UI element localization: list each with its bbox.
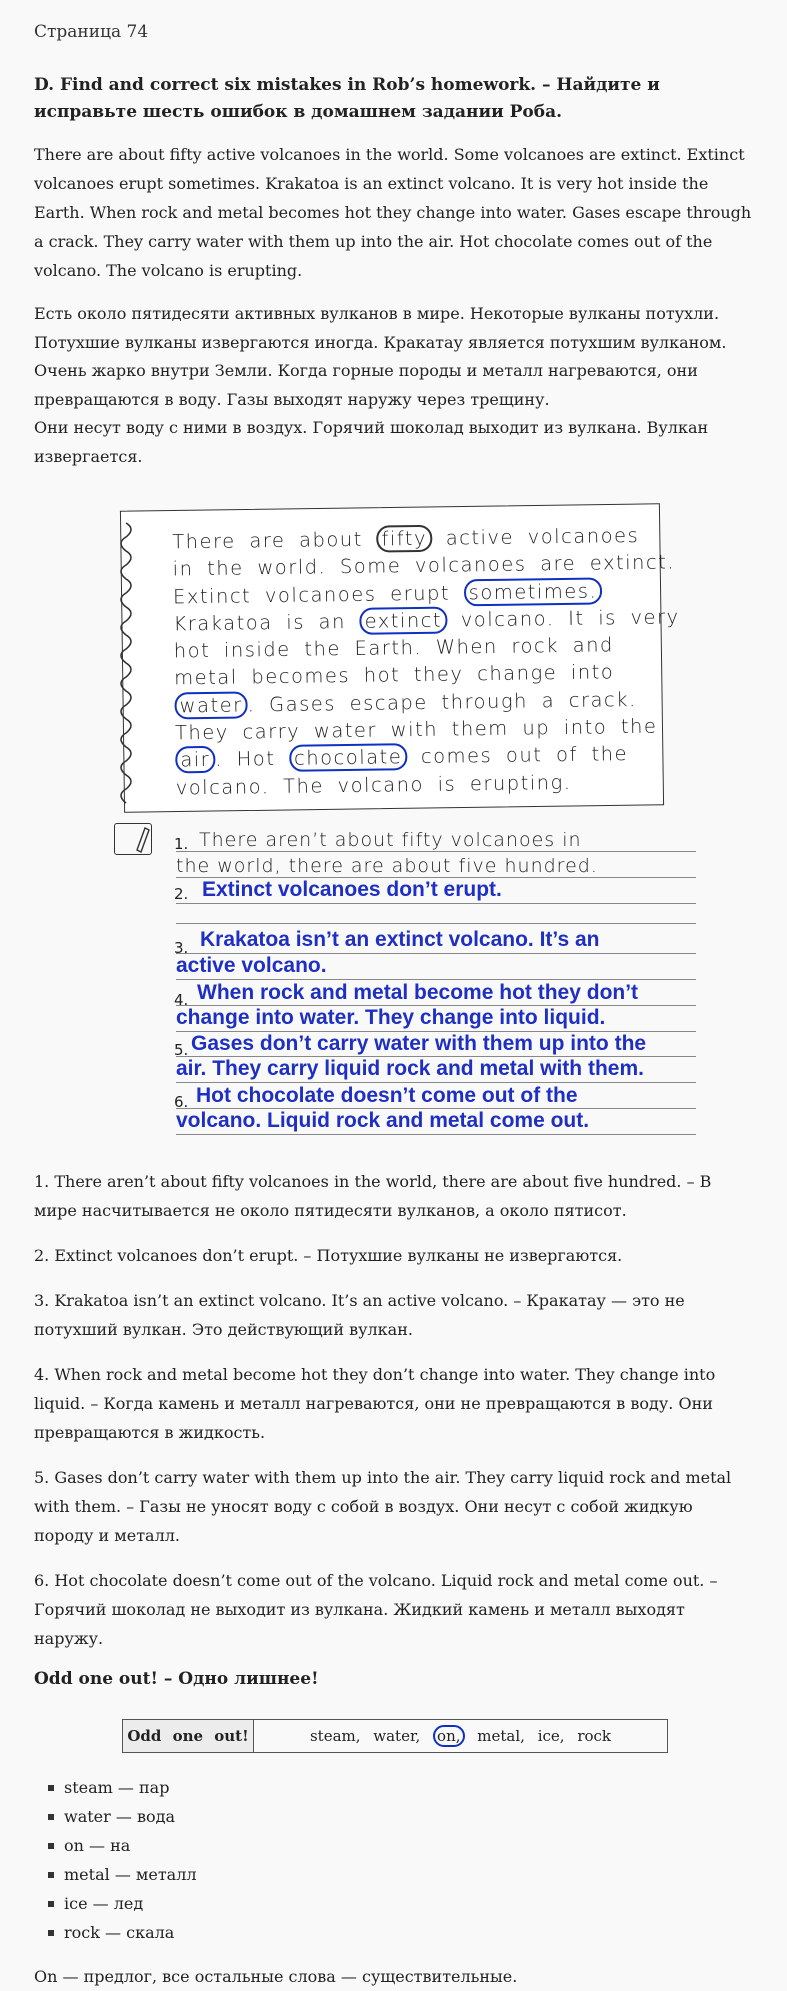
translation-6: 6. Hot chocolate doesn’t come out of the volcano. Liquid rock and metal come out. – Горячий шоколад не выходит из вулкана. Жидкий камень и металл выходят наружу. bbox=[34, 1571, 718, 1648]
answer-3-line2: active volcano. bbox=[176, 954, 327, 977]
translation-1: 1. There aren’t about fifty volcanoes in the world, there are about five hundred. – В мире насчитывается не около пятидесяти вулканов, а около пятисот. bbox=[34, 1172, 712, 1220]
list-item: metal — металл bbox=[64, 1860, 753, 1889]
answer-number: 4. bbox=[174, 991, 189, 1009]
answer-6-line1: Hot chocolate doesn’t come out of the bbox=[196, 1084, 578, 1107]
vocab-list bbox=[34, 1773, 753, 1947]
list-item: on — на bbox=[64, 1831, 753, 1860]
text-russian bbox=[34, 300, 753, 471]
answer-number: 6. bbox=[174, 1093, 189, 1111]
task-heading: D. Find and correct six mistakes in Rob’s homework. – Найдите и исправьте шесть ошибок в домашнем задании Роба. bbox=[34, 75, 660, 122]
ruled-line bbox=[176, 1056, 696, 1057]
ruled-line bbox=[176, 851, 696, 852]
answer-number: 3. bbox=[174, 939, 189, 957]
list-item: steam — пар bbox=[64, 1773, 753, 1802]
answer-1-line1: There aren’t about fifty volcanoes in bbox=[199, 829, 582, 851]
translation-2: 2. Extinct volcanoes don’t erupt. – Потухшие вулканы не извергаются. bbox=[34, 1246, 623, 1265]
translation-4: 4. When rock and metal become hot they don’t change into water. They change into liquid. – Когда камень и металл нагреваются, они не превращаются в воду. Они превращаются в жидкость. bbox=[34, 1365, 716, 1442]
translation-5: 5. Gases don’t carry water with them up into the air. They carry liquid rock and metal with them. – Газы не уносят воду с собой в воздух. Они несут с собой жидкую породу и металл. bbox=[34, 1468, 732, 1545]
hw-line: They carry water with them up into the bbox=[174, 714, 658, 745]
hw-line: hot inside the Earth. When rock and bbox=[173, 633, 615, 663]
answers-block bbox=[34, 815, 753, 1145]
hw-line: metal becomes hot they change into bbox=[174, 660, 615, 690]
answer-5-line2: air. They carry liquid rock and metal with them. bbox=[176, 1057, 644, 1080]
text-russian-part2: Они несут воду с ними в воздух. Горячий шоколад выходит из вулкана. Вулкан извергается. bbox=[34, 418, 709, 466]
answer-4-line1: When rock and metal become hot they don’t bbox=[197, 981, 639, 1004]
homework-card bbox=[34, 495, 753, 815]
hw-line: air . Hot chocolate comes out of the bbox=[175, 740, 665, 774]
ruled-line bbox=[176, 953, 696, 954]
answer-6-line2: volcano. Liquid rock and metal come out. bbox=[176, 1109, 590, 1132]
homework-text bbox=[172, 522, 680, 802]
ruled-line bbox=[176, 1134, 696, 1135]
answer-5-line1: Gases don’t carry water with them up into the bbox=[191, 1032, 647, 1055]
odd-one-out-heading: Odd one out! – Одно лишнее! bbox=[34, 1669, 319, 1689]
circled-word: on, bbox=[433, 1725, 464, 1747]
list-item: ice — лед bbox=[64, 1889, 753, 1918]
odd-table-words: steam, water, on, metal, ice, rock bbox=[309, 1727, 612, 1745]
hw-line: Krakatoa is an extinct volcano. It is very bbox=[173, 605, 680, 636]
answer-1-line2: the world, there are about five hundred. bbox=[176, 855, 598, 877]
conclusion: On — предлог, все остальные слова — существительные. bbox=[34, 1967, 518, 1986]
ruled-line bbox=[176, 1108, 696, 1109]
list-item: rock — скала bbox=[64, 1918, 753, 1947]
odd-table-label: Odd one out! bbox=[123, 1720, 254, 1752]
text-russian-part1: Есть около пятидесяти активных вулканов в мире. Некоторые вулканы потухли. Потухшие вулканы извергаются иногда. Кракатау является потухшим вулканом. Очень жарко внутри Земли. Когда горные породы и металл нагреваются, они превращаются в воду. Газы выходят наружу через трещину. bbox=[34, 304, 727, 409]
hw-line: volcano. The volcano is erupting. bbox=[175, 770, 572, 800]
ruled-line bbox=[176, 1005, 696, 1006]
translation-3: 3. Krakatoa isn’t an extinct volcano. It’s an active volcano. – Кракатау — это не потухший вулкан. Это действующий вулкан. bbox=[34, 1291, 685, 1339]
page-number: Страница 74 bbox=[34, 22, 149, 42]
answer-number: 5. bbox=[174, 1041, 189, 1059]
answer-number: 2. bbox=[174, 885, 189, 903]
list-item: water — вода bbox=[64, 1802, 753, 1831]
text-english: There are about fifty active volcanoes in the world. Some volcanoes are extinct. Extinct volcanoes erupt sometimes. Krakatoa is an extinct volcano. It is very hot inside the Earth. When rock and metal becomes hot they change into water. Gases escape through a crack. They carry water with them up into the air. Hot chocolate comes out of the volcano. The volcano is erupting. bbox=[34, 145, 752, 280]
pencil-icon bbox=[114, 823, 152, 855]
answer-3-line1: Krakatoa isn’t an extinct volcano. It’s an bbox=[200, 928, 600, 951]
hw-line: There are about fifty active volcanoes bbox=[172, 523, 640, 554]
odd-one-out-table bbox=[122, 1719, 668, 1753]
answer-number: 1. bbox=[174, 835, 189, 853]
ruled-line bbox=[176, 903, 696, 904]
spiral-binding-icon bbox=[112, 519, 138, 809]
hw-line: water . Gases escape through a crack. bbox=[174, 685, 664, 719]
ruled-line bbox=[176, 923, 696, 924]
hw-line: in the world. Some volcanoes are extinct. bbox=[172, 550, 676, 581]
hw-line: Extinct volcanoes erupt sometimes. bbox=[173, 576, 663, 610]
answer-4-line2: change into water. They change into liquid. bbox=[176, 1006, 606, 1029]
answer-2: Extinct volcanoes don’t erupt. bbox=[202, 878, 502, 901]
